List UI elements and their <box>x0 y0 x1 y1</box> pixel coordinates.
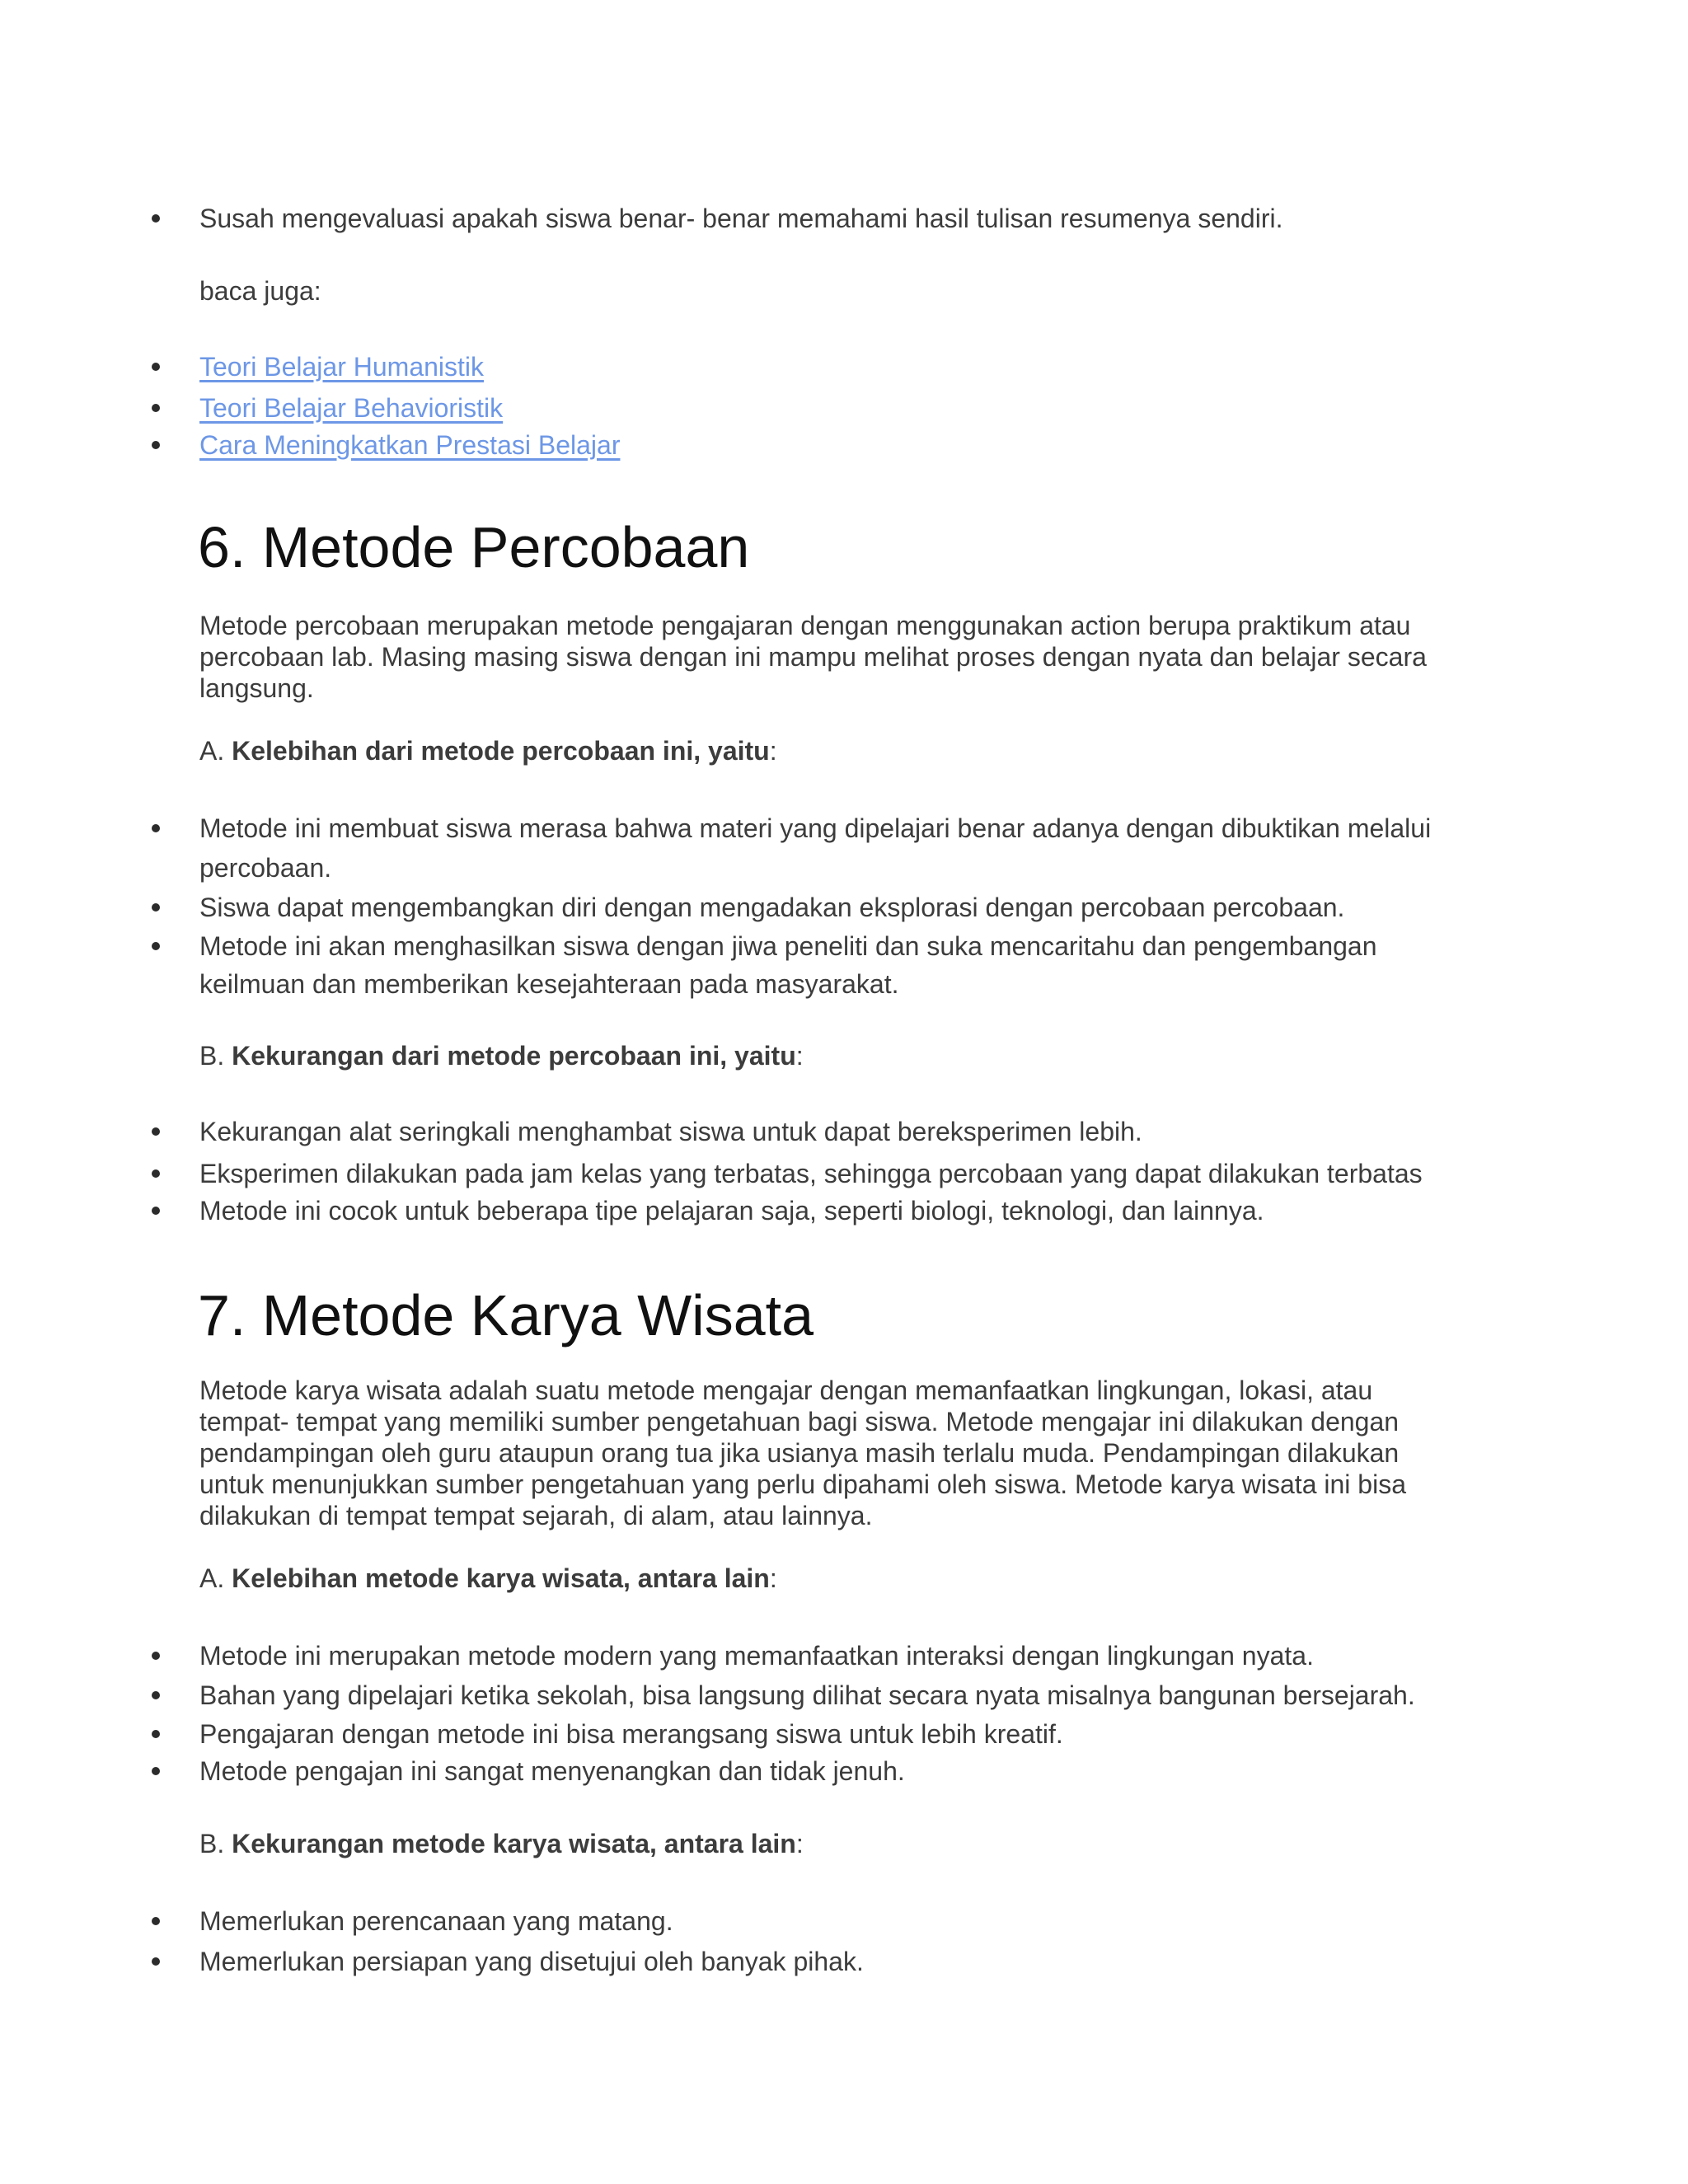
list-item-continuation: percobaan. <box>199 853 332 883</box>
list-item: Metode ini membuat siswa merasa bahwa materi yang dipelajari benar adanya dengan dibuktikan melalui <box>199 813 1432 843</box>
bullet-dot <box>152 1127 160 1136</box>
subheading-prefix: A. <box>199 1563 232 1593</box>
list-item: Bahan yang dipelajari ketika sekolah, bisa langsung dilihat secara nyata misalnya bangunan bersejarah. <box>199 1680 1415 1710</box>
subheading-bold: Kelebihan metode karya wisata, antara lain <box>232 1563 770 1593</box>
paragraph-line: pendampingan oleh guru ataupun orang tua jika usianya masih terlalu muda. Pendampingan dilakukan <box>199 1438 1400 1468</box>
subheading-bold: Kekurangan dari metode percobaan ini, yaitu <box>232 1041 796 1071</box>
list-item: Susah mengevaluasi apakah siswa benar- benar memahami hasil tulisan resumenya sendiri. <box>199 204 1283 233</box>
paragraph-line: percobaan lab. Masing masing siswa dengan ini mampu melihat proses dengan nyata dan belajar secara <box>199 642 1427 672</box>
subheading-suffix: : <box>795 1829 804 1858</box>
bullet-dot <box>152 1957 160 1966</box>
subheading-prefix: A. <box>199 736 232 766</box>
list-item: Kekurangan alat seringkali menghambat siswa untuk dapat bereksperimen lebih. <box>199 1117 1142 1146</box>
bullet-dot <box>152 1691 160 1699</box>
list-item: Memerlukan persiapan yang disetujui oleh banyak pihak. <box>199 1947 864 1976</box>
bullet-dot <box>152 1917 160 1925</box>
paragraph-line: langsung. <box>199 673 314 703</box>
bullet-dot <box>152 1207 160 1215</box>
bullet-dot <box>152 942 160 950</box>
bullet-dot <box>152 1652 160 1660</box>
bullet-dot <box>152 1169 160 1178</box>
subheading-prefix: B. <box>199 1041 232 1071</box>
section-heading: 6. Metode Percobaan <box>198 515 750 579</box>
subheading-suffix: : <box>769 736 777 766</box>
bullet-dot <box>152 441 160 449</box>
subheading-prefix: B. <box>199 1829 232 1858</box>
list-item: Metode pengajan ini sangat menyenangkan dan tidak jenuh. <box>199 1756 905 1786</box>
link-teori-humanistik[interactable]: Teori Belajar Humanistik <box>199 352 485 382</box>
bullet-dot <box>152 404 160 412</box>
subheading-kekurangan <box>199 1828 804 1859</box>
bullet-dot <box>152 1767 160 1775</box>
section-paragraph <box>199 610 1485 704</box>
list-item: Pengajaran dengan metode ini bisa merangsang siswa untuk lebih kreatif. <box>199 1719 1063 1749</box>
list-item-continuation: keilmuan dan memberikan kesejahteraan pada masyarakat. <box>199 969 899 999</box>
subheading-suffix: : <box>795 1041 804 1071</box>
subheading-kekurangan <box>199 1040 804 1071</box>
subheading-kelebihan <box>199 735 777 766</box>
list-item: Eksperimen dilakukan pada jam kelas yang terbatas, sehingga percobaan yang dapat dilakukan terbatas <box>199 1159 1423 1188</box>
list-item: Metode ini cocok untuk beberapa tipe pelajaran saja, seperti biologi, teknologi, dan lainnya. <box>199 1196 1264 1226</box>
paragraph-line: Metode percobaan merupakan metode pengajaran dengan menggunakan action berupa praktikum atau <box>199 611 1411 640</box>
bullet-dot <box>152 824 160 832</box>
paragraph-line: dilakukan di tempat tempat sejarah, di alam, atau lainnya. <box>199 1501 873 1530</box>
bullet-dot <box>152 214 160 223</box>
list-item: Siswa dapat mengembangkan diri dengan mengadakan eksplorasi dengan percobaan percobaan. <box>199 893 1345 922</box>
section-heading: 7. Metode Karya Wisata <box>198 1283 814 1347</box>
list-item: Metode ini akan menghasilkan siswa dengan jiwa peneliti dan suka mencaritahu dan pengembangan <box>199 931 1377 961</box>
bullet-dot <box>152 903 160 912</box>
bullet-dot <box>152 1730 160 1738</box>
list-item: Metode ini merupakan metode modern yang memanfaatkan interaksi dengan lingkungan nyata. <box>199 1641 1314 1671</box>
paragraph-line: untuk menunjukkan sumber pengetahuan yang perlu dipahami oleh siswa. Metode karya wisata ini bisa <box>199 1469 1406 1499</box>
bullet-dot <box>152 363 160 371</box>
link-teori-behavioristik[interactable]: Teori Belajar Behavioristik <box>199 393 504 423</box>
baca-juga-label: baca juga: <box>199 276 321 306</box>
subheading-bold: Kelebihan dari metode percobaan ini, yaitu <box>232 736 770 766</box>
subheading-suffix: : <box>769 1563 777 1593</box>
paragraph-line: tempat- tempat yang memiliki sumber pengetahuan bagi siswa. Metode mengajar ini dilakukan dengan <box>199 1407 1400 1436</box>
subheading-bold: Kekurangan metode karya wisata, antara lain <box>232 1829 796 1858</box>
subheading-kelebihan <box>199 1563 777 1594</box>
list-item: Memerlukan perencanaan yang matang. <box>199 1906 673 1936</box>
section-paragraph <box>199 1375 1485 1531</box>
link-cara-meningkatkan-prestasi[interactable]: Cara Meningkatkan Prestasi Belajar <box>199 430 621 460</box>
paragraph-line: Metode karya wisata adalah suatu metode mengajar dengan memanfaatkan lingkungan, lokasi, atau <box>199 1376 1373 1405</box>
